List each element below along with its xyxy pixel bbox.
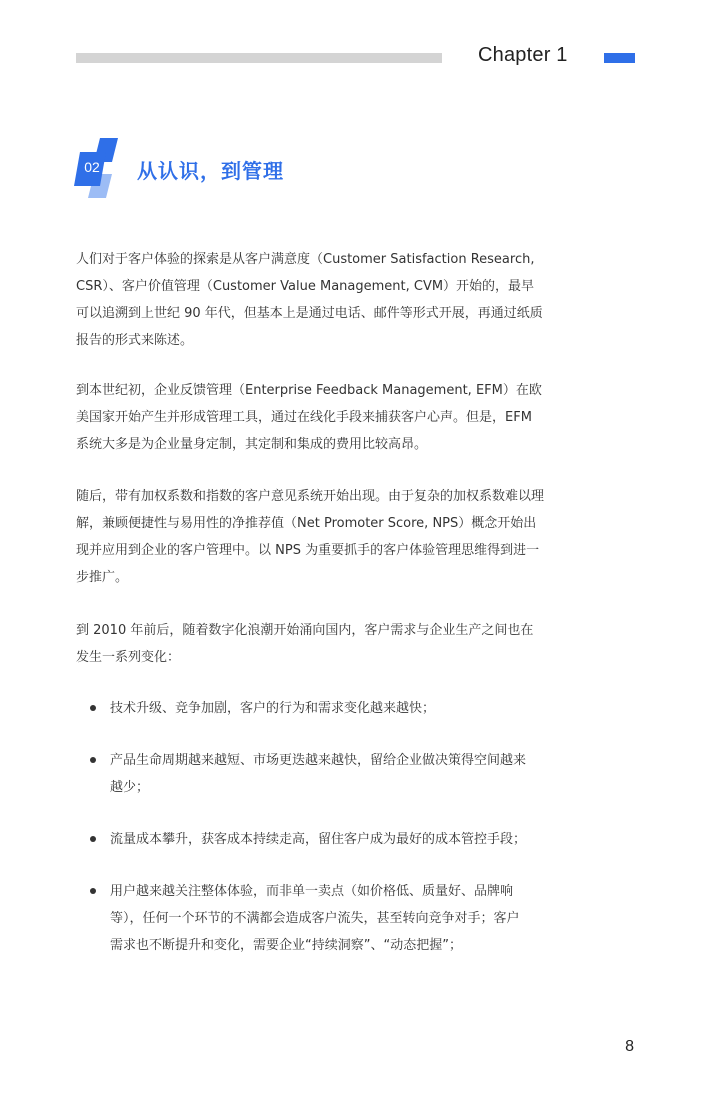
chapter-title: Chapter 1 <box>478 44 568 66</box>
bullet-dot-icon <box>90 836 96 842</box>
header-bar <box>76 53 442 63</box>
bullet-dot-icon <box>90 757 96 763</box>
section-title: 从认识，到管理 <box>137 159 284 183</box>
paragraph-1: 人们对于客户体验的探索是从客户满意度（Customer Satisfaction Research, CSR）、客户价值管理（Customer Value Management, CVM）开始的，最早可以追溯到上世纪 90 年代，但基本上是通过电话、邮件等形式开展，再通过纸质报告的形式来陈述。 <box>76 252 543 348</box>
paragraph-3: 随后，带有加权系数和指数的客户意见系统开始出现。由于复杂的加权系数难以理解，兼顾便捷性与易用性的净推荐值（Net Promoter Score, NPS）概念开始出现并应用到企业的客户管理中。以 NPS 为重要抓手的客户体验管理思维得到进一步推广。 <box>76 489 545 585</box>
bullet-item-1: 技术升级、竞争加剧，客户的行为和需求变化越来越快； <box>110 701 436 716</box>
paragraph-2: 到本世纪初，企业反馈管理（Enterprise Feedback Management, EFM）在欧美国家开始产生并形成管理工具，通过在线化手段来捕获客户心声。但是，EFM 系统大多是为企业量身定制，其定制和集成的费用比较高昂。 <box>76 383 542 452</box>
chapter-accent-mark <box>604 53 635 63</box>
page-number: 8 <box>625 1038 634 1055</box>
bullet-item-3: 流量成本攀升，获客成本持续走高，留住客户成为最好的成本管控手段； <box>110 832 527 847</box>
paragraph-4: 到 2010 年前后，随着数字化浪潮开始涌向国内，客户需求与企业生产之间也在发生一系列变化： <box>76 623 534 665</box>
bullet-item-2: 产品生命周期越来越短、市场更迭越来越快，留给企业做决策得空间越来越少； <box>110 753 527 795</box>
section-number: 02 <box>84 159 100 175</box>
bullet-dot-icon <box>90 888 96 894</box>
bullet-item-4: 用户越来越关注整体体验，而非单一卖点（如价格低、质量好、品牌响等），任何一个环节的不满都会造成客户流失，甚至转向竞争对手；客户需求也不断提升和变化，需要企业“持续洞察”、“动态把握”； <box>110 884 520 953</box>
bullet-dot-icon <box>90 705 96 711</box>
